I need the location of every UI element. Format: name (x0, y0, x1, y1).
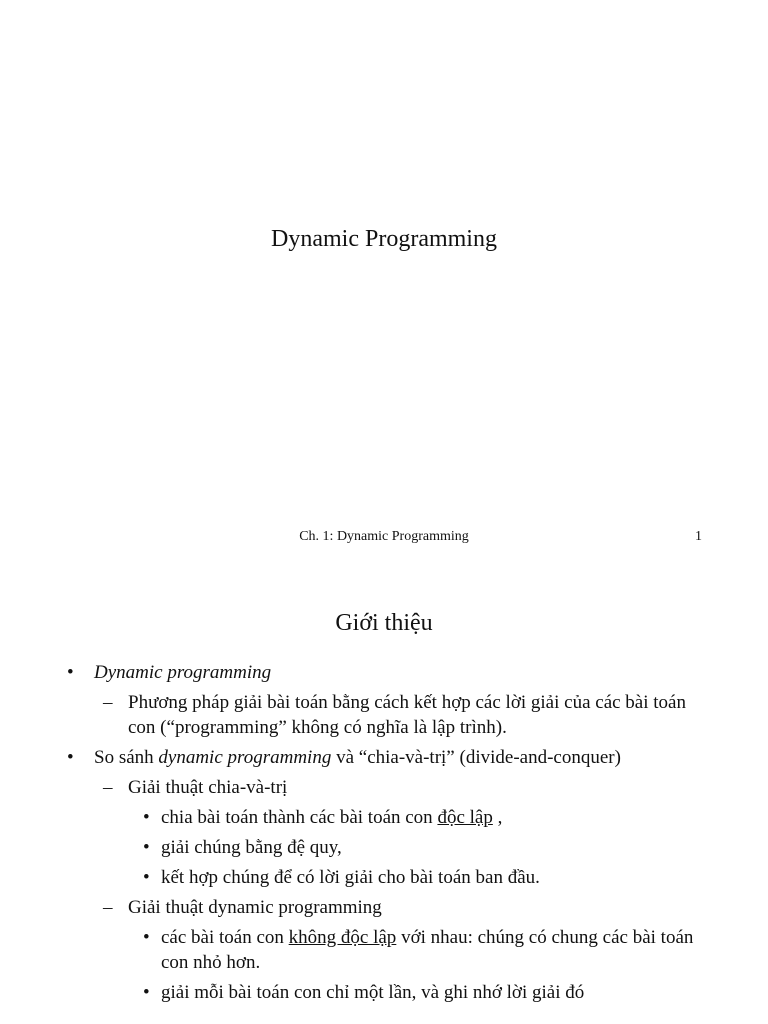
footer-chapter: Ch. 1: Dynamic Programming (299, 529, 469, 544)
sub-bullet-text: Giải thuật dynamic programming (128, 897, 382, 918)
item-text-underlined: không độc lập (288, 927, 397, 948)
bullet-marker: • (143, 807, 150, 828)
dash-marker: – (103, 897, 113, 918)
slide-content (0, 660, 768, 1005)
slide-footer (0, 529, 768, 549)
sub-sub-bullet-item (0, 835, 768, 860)
bullet-item (0, 745, 768, 770)
sub-bullet-text: Phương pháp giải bài toán bằng cách kết hợp các lời giải của các bài toán con (“programming” không có nghĩa là lập trình). (128, 692, 686, 738)
bullet-marker: • (143, 982, 150, 1003)
sub-bullet-item (0, 895, 768, 920)
bullet-marker: • (67, 662, 74, 683)
bullet-text-post: và “chia-và-trị” (divide-and-conquer) (331, 747, 621, 768)
section-title: Giới thiệu (335, 610, 433, 636)
sub-bullet-text: Giải thuật chia-và-trị (128, 777, 288, 798)
item-text-post: với nhau: chúng có chung các bài toán con nhỏ hơn. (161, 927, 694, 973)
dash-marker: – (103, 777, 113, 798)
bullet-text: Dynamic programming (94, 662, 272, 683)
bullet-item (0, 660, 768, 685)
item-text-underlined: độc lập (437, 807, 493, 828)
bullet-marker: • (143, 867, 150, 888)
item-text: giải chúng bằng đệ quy, (161, 837, 342, 858)
bullet-marker: • (143, 837, 150, 858)
bullet-marker: • (67, 747, 74, 768)
sub-bullet-item (0, 775, 768, 800)
sub-sub-bullet-item (0, 865, 768, 890)
dash-marker: – (103, 692, 113, 713)
item-text: giải mỗi bài toán con chỉ một lần, và ghi nhớ lời giải đó (161, 982, 585, 1003)
bullet-text-pre: So sánh (94, 747, 159, 768)
item-text-pre: các bài toán con (161, 927, 289, 948)
bullet-text-emphasis: dynamic programming (158, 747, 332, 768)
slide-title: Dynamic Programming (271, 226, 497, 252)
sub-sub-bullet-item (0, 805, 768, 830)
page-number: 1 (695, 529, 702, 544)
sub-sub-bullet-item (0, 980, 768, 1005)
item-text-post: , (492, 807, 503, 828)
item-text-pre: chia bài toán thành các bài toán con (161, 807, 438, 828)
sub-sub-bullet-item (0, 925, 768, 975)
sub-bullet-item (0, 690, 768, 740)
item-text: kết hợp chúng để có lời giải cho bài toán ban đầu. (161, 867, 540, 888)
bullet-marker: • (143, 927, 150, 948)
